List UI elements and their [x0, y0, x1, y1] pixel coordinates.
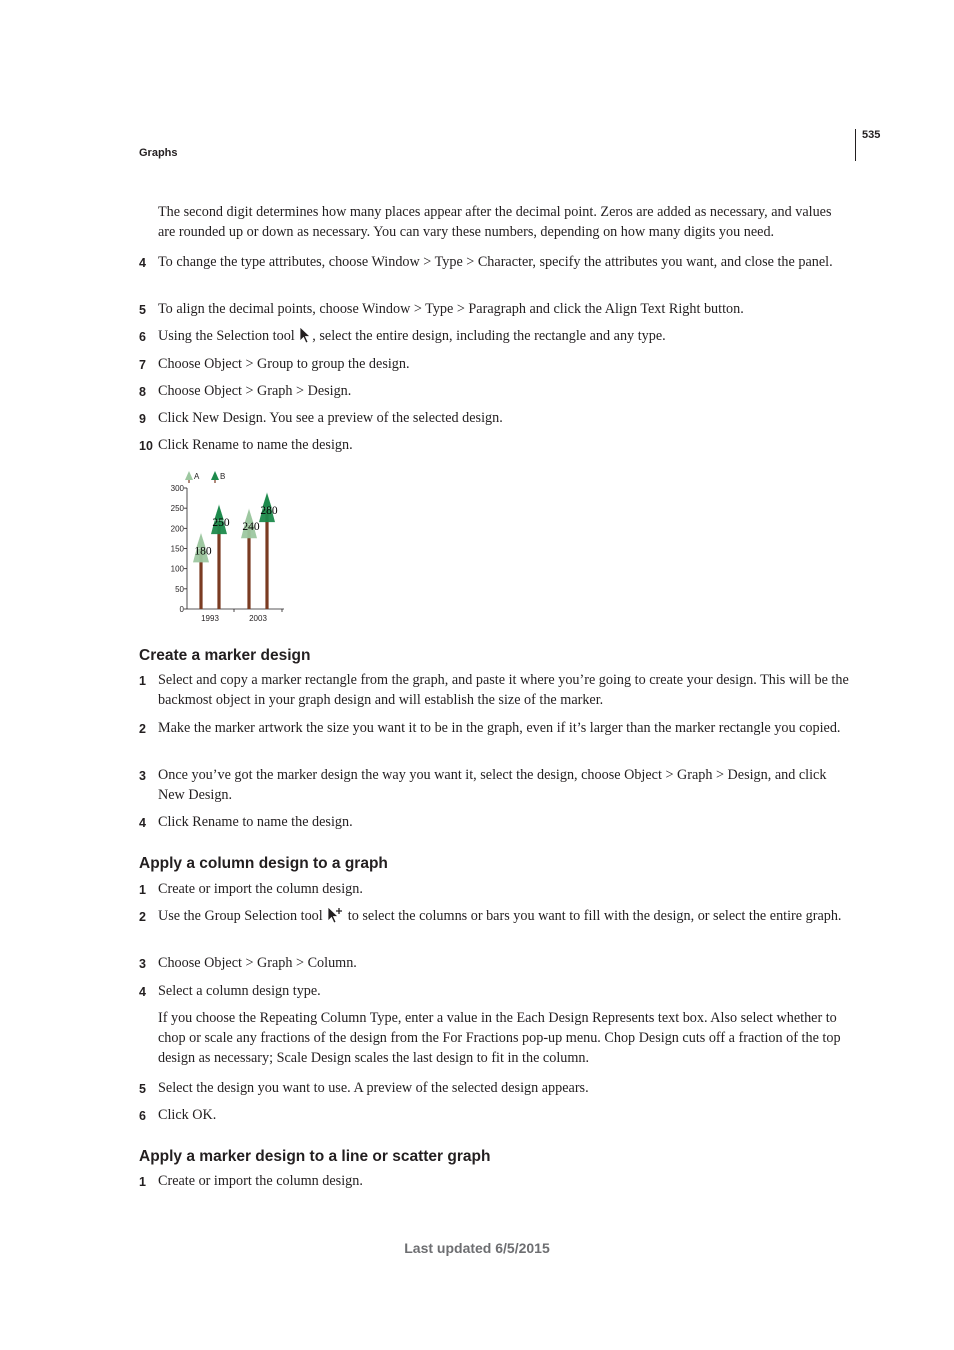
step-number: 10 — [139, 439, 153, 453]
step-number: 4 — [139, 816, 146, 830]
step-item — [139, 381, 851, 401]
step-item — [139, 879, 851, 899]
step-text: Click Rename to name the design. — [158, 814, 353, 830]
step-number: 9 — [139, 412, 146, 426]
tree-column-graph — [160, 466, 290, 626]
y-tick-label: 50 — [175, 584, 184, 594]
step-item — [139, 670, 851, 710]
step-number: 7 — [139, 358, 146, 372]
step-text — [158, 326, 851, 346]
legend-tree-icon — [185, 471, 193, 480]
step-number: 6 — [139, 1109, 146, 1123]
step-item — [139, 981, 851, 1001]
step-number: 4 — [139, 985, 146, 999]
step-item — [139, 765, 851, 805]
y-tick-label: 300 — [170, 484, 184, 493]
heading-apply-column-design: Apply a column design to a graph — [139, 855, 388, 872]
y-tick-label: 100 — [170, 564, 184, 574]
step-text: Create or import the column design. — [158, 1173, 363, 1189]
step-number: 5 — [139, 1082, 146, 1096]
y-tick-label: 0 — [179, 605, 184, 614]
step-text-before: Use the Group Selection tool — [158, 908, 327, 924]
x-tick-label: 1993 — [201, 614, 219, 623]
selection-tool-icon — [298, 326, 312, 344]
legend-label: B — [220, 472, 226, 481]
section-header: Graphs — [139, 147, 178, 159]
step-text: Choose Object > Group to group the design. — [158, 356, 410, 372]
legend-trunk-icon — [188, 480, 189, 483]
legend-tree-icon — [211, 471, 219, 480]
step-number: 1 — [139, 1175, 146, 1189]
legend-trunk-icon — [214, 480, 215, 483]
step-item — [139, 906, 851, 926]
step-number: 6 — [139, 330, 146, 344]
step-item — [139, 299, 851, 319]
column-type-note: If you choose the Repeating Column Type, enter a value in the Each Design Represents text box. Also select whether to chop or scale any fractions of the design from the For Fractions pop-up menu. Chop Design cuts off a fraction of the top design as necessary; Scale Design scales the last design to fit in the column. — [158, 1010, 841, 1066]
step-number: 2 — [139, 722, 146, 736]
step-number: 2 — [139, 910, 146, 924]
step-item — [139, 326, 851, 346]
step-number: 4 — [139, 256, 146, 270]
y-tick-label: 150 — [170, 544, 184, 554]
step-text: Once you’ve got the marker design the way you want it, select the design, choose Object > Graph > Design, and click New Design. — [158, 767, 827, 803]
step-number: 1 — [139, 883, 146, 897]
y-tick-label: 250 — [170, 504, 184, 514]
step-number: 8 — [139, 385, 146, 399]
legend-label: A — [194, 472, 200, 481]
step-text: Select a column design type. — [158, 983, 321, 999]
step-item — [139, 252, 851, 272]
page-number: 535 — [862, 129, 881, 141]
footer-last-updated: Last updated 6/5/2015 — [404, 1240, 550, 1256]
intro-paragraph: The second digit determines how many places appear after the decimal point. Zeros are added as necessary, and values are rounded up or down as necessary. You can vary these numbers, depending on how many digits you need. — [158, 204, 832, 240]
step-text: Click New Design. You see a preview of the selected design. — [158, 410, 503, 426]
step-text: Click Rename to name the design. — [158, 437, 353, 453]
step-text: Select the design you want to use. A preview of the selected design appears. — [158, 1080, 589, 1096]
step-text: Make the marker artwork the size you want it to be in the graph, even if it’s larger than the marker rectangle you copied. — [158, 720, 841, 736]
chart-legend — [185, 471, 225, 483]
step-item — [139, 812, 851, 832]
step-text: Choose Object > Graph > Design. — [158, 383, 352, 399]
step-item — [139, 953, 851, 973]
step-text: To change the type attributes, choose Window > Type > Character, specify the attributes you want, and close the panel. — [158, 254, 833, 270]
x-tick-label: 2003 — [249, 614, 267, 623]
step-text: Choose Object > Graph > Column. — [158, 955, 357, 971]
step-text-before: Using the Selection tool — [158, 328, 299, 344]
data-label: 250 — [212, 517, 230, 530]
step-number: 5 — [139, 303, 146, 317]
step-number: 1 — [139, 674, 146, 688]
step-item — [139, 408, 851, 428]
step-text-after: , select the entire design, including the rectangle and any type. — [312, 328, 666, 344]
step-text: Click OK. — [158, 1107, 217, 1123]
y-tick-label: 200 — [170, 524, 184, 534]
step-item — [139, 354, 851, 374]
step-item — [139, 1171, 851, 1191]
header-rule — [855, 129, 856, 161]
step-text: Create or import the column design. — [158, 881, 363, 897]
step-text: To align the decimal points, choose Window > Type > Paragraph and click the Align Text Right button. — [158, 301, 744, 317]
step-item — [139, 718, 851, 738]
step-number: 3 — [139, 957, 146, 971]
step-text-after: to select the columns or bars you want to fill with the design, or select the entire graph. — [344, 908, 842, 924]
step-text — [158, 906, 851, 926]
step-number: 3 — [139, 769, 146, 783]
step-item — [139, 435, 851, 455]
chart-data-labels — [194, 505, 278, 557]
step-item — [139, 1078, 851, 1098]
step-item — [139, 1105, 851, 1125]
heading-create-marker-design: Create a marker design — [139, 647, 311, 664]
data-label: 240 — [242, 521, 260, 534]
step-text: Select and copy a marker rectangle from the graph, and paste it where you’re going to create your design. This will be the backmost object in your graph design and will establish the size of the marker. — [158, 672, 849, 708]
data-label: 180 — [194, 545, 212, 558]
heading-apply-marker-design: Apply a marker design to a line or scatter graph — [139, 1148, 491, 1165]
group-selection-tool-icon — [326, 906, 344, 924]
data-label: 280 — [260, 505, 278, 518]
